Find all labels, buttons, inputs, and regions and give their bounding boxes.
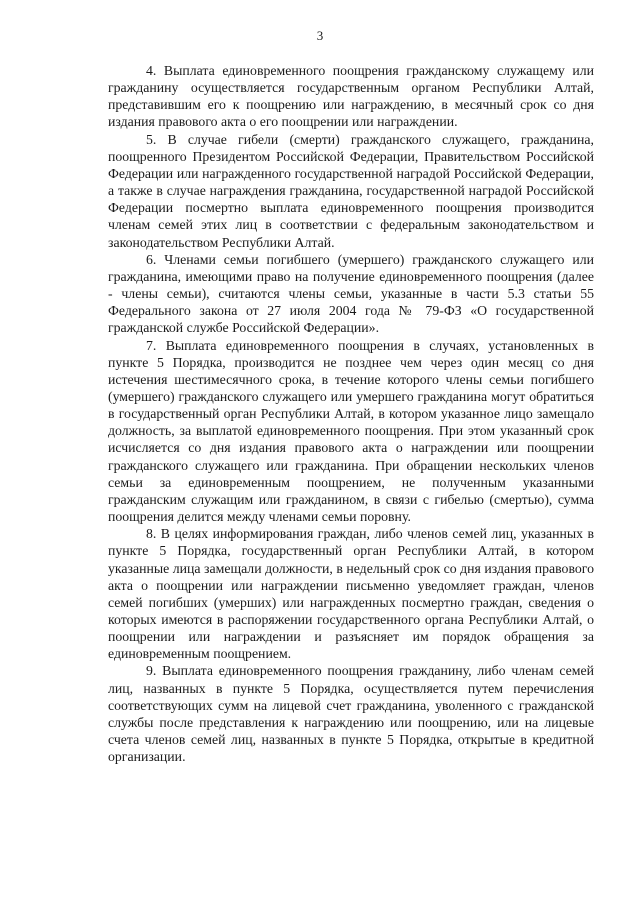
paragraph-6: 6. Членами семьи погибшего (умершего) гражданского служащего или гражданина, имеющими право на получение единовременного поощрения (далее - члены семьи), считаются члены семьи, указанные в части 5.3 статьи 55 Федерального закона от 27 июля 2004 года № 79-ФЗ «О государственной гражданской службе Российской Федерации». (108, 251, 594, 336)
page-number: 3 (316, 28, 324, 43)
paragraph-7: 7. Выплата единовременного поощрения в случаях, установленных в пункте 5 Порядка, производится не позднее чем через один месяц со дня истечения шестимесячного срока, в течение которого члены семьи погибшего (умершего) гражданского служащего или умершего гражданина могут обратиться в государственный орган Республики Алтай, в котором указанное лицо замещало должность, за выплатой единовременного поощрения. При этом указанный срок исчисляется со дня издания правового акта о награждении или поощрении гражданского служащего или гражданина. При обращении нескольких членов семьи за единовременным поощрением, не полученным указанными гражданским служащим или гражданином, в связи с гибелью (смертью), сумма поощрения делится между членами семьи поровну. (108, 337, 594, 525)
paragraph-5: 5. В случае гибели (смерти) гражданского служащего, гражданина, поощренного Президентом Российской Федерации, Правительством Российской Федерации или награжденного государственной наградой Российской Федерации, а также в случае награждения гражданина, государственной наградой Российской Федерации посмертно выплата единовременного поощрения производится членам семей этих лиц в соответствии с федеральным законодательством и законодательством Республики Алтай. (108, 131, 594, 250)
document-body (108, 62, 594, 765)
paragraph-4: 4. Выплата единовременного поощрения гражданскому служащему или гражданину осуществляется государственным органом Республики Алтай, представившим его к поощрению или награждению, в месячный срок со дня издания правового акта о его поощрении или награждении. (108, 63, 594, 130)
paragraph-8: 8. В целях информирования граждан, либо членов семей лиц, указанных в пункте 5 Порядка, государственный орган Республики Алтай, в котором указанные лица замещали должности, в недельный срок со дня издания правового акта о поощрении или награждении письменно уведомляет граждан, членов семей погибших (умерших) или награжденных посмертно граждан, сведения о которых имеются в распоряжении государственного органа Республики Алтай, о поощрении или награждении и разъясняет им порядок обращения за единовременным поощрением. (108, 526, 594, 662)
paragraph-9: 9. Выплата единовременного поощрения гражданину, либо членам семей лиц, названных в пункте 5 Порядка, осуществляется путем перечисления соответствующих сумм на лицевой счет гражданина, уволенного с гражданской службы после представления к награждению или поощрению, или на лицевые счета членов семей лиц, названных в пункте 5 Порядка, открытые в кредитной организации. (108, 663, 594, 765)
